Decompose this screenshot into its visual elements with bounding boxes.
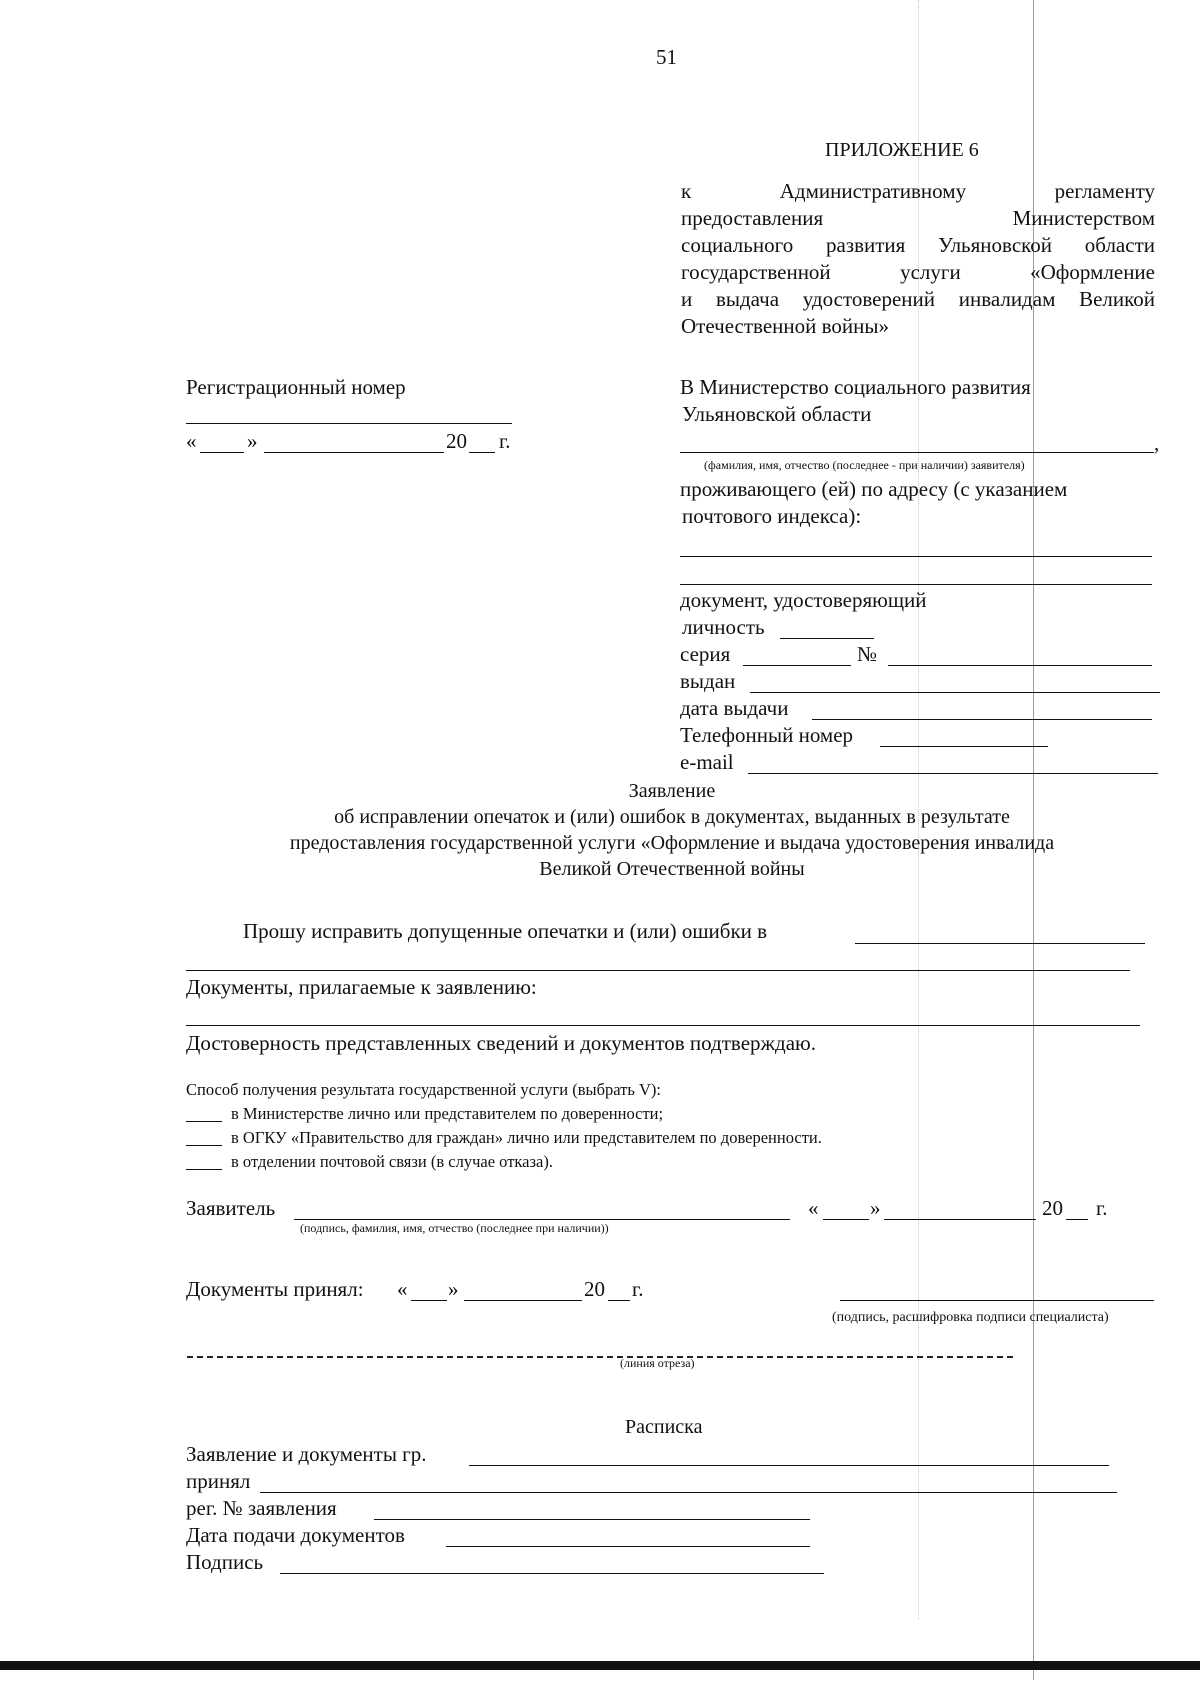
method-option-post: в отделении почтовой связи (в случае отказа).	[231, 1152, 553, 1171]
request-field[interactable]	[855, 943, 1145, 944]
appendix-line: предоставления Министерством	[681, 206, 1155, 230]
email-label: e-mail	[680, 750, 734, 774]
statement-subtitle-line1: об исправлении опечаток и (или) ошибок в документах, выданных в результате	[334, 806, 1010, 828]
registration-year-suffix: г.	[499, 429, 511, 453]
applicant-year-prefix: 20	[1042, 1196, 1063, 1220]
applicant-signature-caption: (подпись, фамилия, имя, отчество (последнее при наличии))	[300, 1221, 609, 1235]
registration-month-field[interactable]	[264, 452, 444, 453]
cut-line-caption: (линия отреза)	[620, 1356, 695, 1370]
appendix-description	[681, 178, 1155, 340]
specialist-signature-field[interactable]	[840, 1300, 1154, 1301]
series-field[interactable]	[743, 665, 851, 666]
addressee-line2: Ульяновской области	[682, 402, 872, 426]
method-option-ogku: в ОГКУ «Правительство для граждан» лично или представителем по доверенности.	[231, 1128, 822, 1147]
accepted-date-close-quote: »	[448, 1277, 459, 1301]
appendix-title: ПРИЛОЖЕНИЕ 6	[825, 139, 979, 161]
request-text: Прошу исправить допущенные опечатки и (или) ошибки в	[243, 919, 768, 943]
cut-line	[187, 1356, 1013, 1358]
method-checkbox-ministry[interactable]	[186, 1121, 222, 1122]
attached-docs-label: Документы, прилагаемые к заявлению:	[186, 975, 537, 999]
applicant-fio-field[interactable]	[680, 452, 1154, 453]
statement-title: Заявление	[628, 780, 716, 802]
email-field[interactable]	[748, 773, 1158, 774]
receipt-title: Расписка	[625, 1416, 703, 1438]
attached-docs-field[interactable]	[186, 1025, 1140, 1026]
accepted-label: Документы принял:	[186, 1277, 364, 1301]
accepted-year-field[interactable]	[608, 1300, 630, 1301]
method-checkbox-ogku[interactable]	[186, 1145, 222, 1146]
accepted-year-suffix: г.	[632, 1277, 644, 1301]
applicant-month-field[interactable]	[884, 1219, 1036, 1220]
receipt-line2-label: принял	[186, 1469, 251, 1493]
accepted-day-field[interactable]	[411, 1300, 447, 1301]
registration-date-close-quote: »	[247, 429, 258, 453]
method-title: Способ получения результата государственной услуги (выбрать V):	[186, 1080, 661, 1099]
address-field-1[interactable]	[680, 556, 1152, 557]
accepted-month-field[interactable]	[464, 1300, 582, 1301]
series-label: серия	[680, 642, 731, 666]
applicant-year-field[interactable]	[1066, 1219, 1088, 1220]
addressee-comma: ,	[1154, 431, 1160, 455]
registration-year-prefix: 20	[446, 429, 467, 453]
receipt-signature-field[interactable]	[280, 1573, 824, 1574]
registration-day-field[interactable]	[200, 452, 244, 453]
applicant-date-close-quote: »	[870, 1196, 881, 1220]
issue-date-field[interactable]	[812, 719, 1152, 720]
number-label: №	[857, 642, 878, 666]
registration-number-field[interactable]	[186, 423, 512, 424]
statement-subtitle-line2: предоставления государственной услуги «Оформление и выдача удостоверения инвалида	[289, 832, 1055, 854]
scan-bottom-edge	[0, 1661, 1200, 1670]
registration-label: Регистрационный номер	[186, 375, 406, 399]
receipt-accepted-by-field[interactable]	[260, 1492, 1117, 1493]
id-document-type-field[interactable]	[780, 638, 874, 639]
registration-year-field[interactable]	[469, 452, 495, 453]
receipt-citizen-field[interactable]	[469, 1465, 1109, 1466]
id-document-label-line1: документ, удостоверяющий	[680, 588, 927, 612]
id-document-label-line2: личность	[682, 615, 765, 639]
method-checkbox-post[interactable]	[186, 1169, 222, 1170]
addressee-line1: В Министерство социального развития	[680, 375, 1031, 399]
applicant-fio-caption: (фамилия, имя, отчество (последнее - при наличии) заявителя)	[704, 458, 1025, 472]
statement-subtitle-line3: Великой Отечественной войны	[539, 858, 805, 880]
request-field-continued[interactable]	[186, 970, 1130, 971]
applicant-year-suffix: г.	[1096, 1196, 1108, 1220]
accepted-year-prefix: 20	[584, 1277, 605, 1301]
receipt-line5-label: Подпись	[186, 1550, 264, 1574]
appendix-line: и выдача удостоверений инвалидам Великой	[681, 287, 1155, 311]
phone-label: Телефонный номер	[680, 723, 854, 747]
phone-field[interactable]	[880, 746, 1048, 747]
appendix-line: социального развития Ульяновской области	[681, 233, 1155, 257]
method-option-ministry: в Министерстве лично или представителем по доверенности;	[231, 1104, 664, 1123]
appendix-line: Отечественной войны»	[681, 314, 889, 338]
accepted-date-open-quote: «	[397, 1277, 408, 1301]
receipt-line4-label: Дата подачи документов	[186, 1523, 405, 1547]
confirmation-text: Достоверность представленных сведений и документов подтверждаю.	[186, 1031, 816, 1055]
applicant-day-field[interactable]	[823, 1219, 869, 1220]
issued-field[interactable]	[750, 692, 1160, 693]
receipt-line3-label: рег. № заявления	[186, 1496, 337, 1520]
number-field[interactable]	[888, 665, 1152, 666]
receipt-line1-label: Заявление и документы гр.	[186, 1442, 427, 1466]
appendix-line: государственной услуги «Оформление	[681, 260, 1155, 284]
applicant-date-open-quote: «	[808, 1196, 819, 1220]
receipt-submission-date-field[interactable]	[446, 1546, 810, 1547]
issue-date-label: дата выдачи	[680, 696, 789, 720]
registration-date-open-quote: «	[186, 429, 197, 453]
receipt-reg-number-field[interactable]	[374, 1519, 810, 1520]
address-label-line1: проживающего (ей) по адресу (с указанием	[680, 477, 1068, 501]
issued-label: выдан	[680, 669, 736, 693]
applicant-label: Заявитель	[186, 1196, 276, 1220]
applicant-signature-field[interactable]	[294, 1219, 790, 1220]
address-label-line2: почтового индекса):	[682, 504, 862, 528]
specialist-signature-caption: (подпись, расшифровка подписи специалиста)	[832, 1310, 1109, 1325]
address-field-2[interactable]	[680, 584, 1152, 585]
appendix-line: к Административному регламенту	[681, 179, 1155, 203]
page-number: 51	[656, 45, 677, 69]
